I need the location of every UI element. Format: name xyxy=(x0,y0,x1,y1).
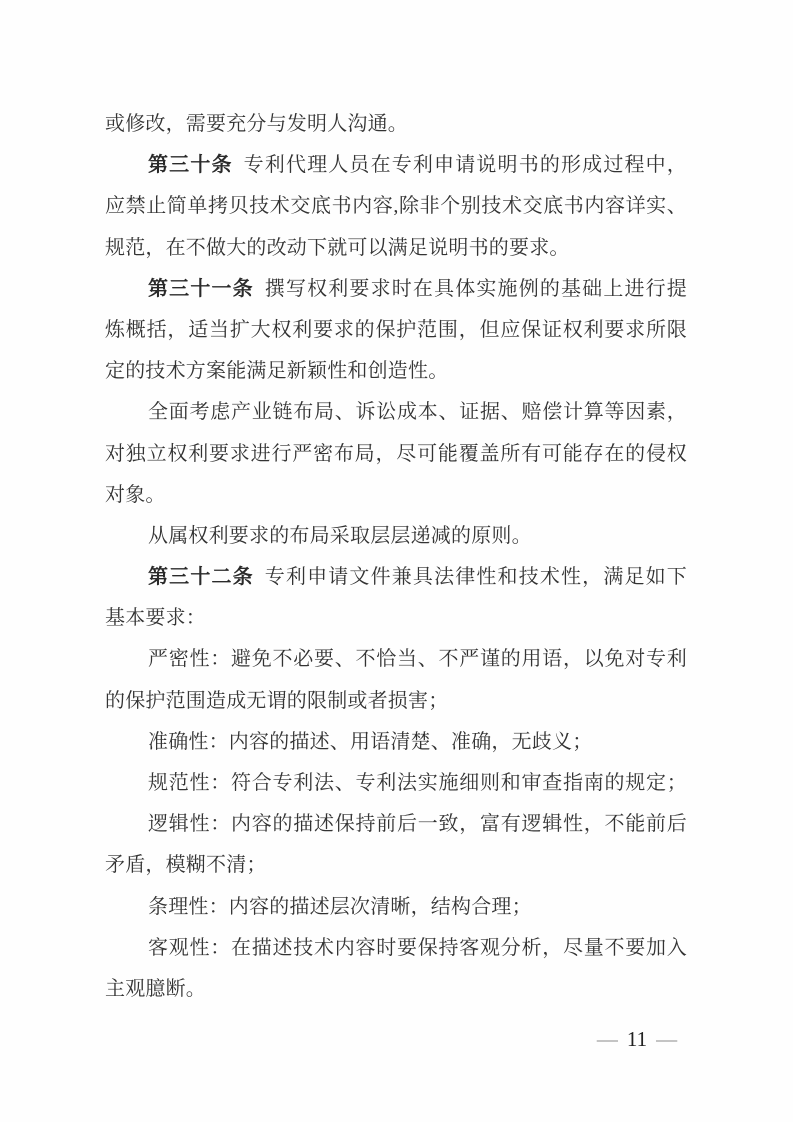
text-line xyxy=(105,516,687,557)
line-text: 专利代理人员在专利申请说明书的形成过程中， xyxy=(243,154,687,177)
text-line xyxy=(105,269,687,310)
line-text: 或修改，需要充分与发明人沟通。 xyxy=(105,113,408,135)
document-body xyxy=(105,104,687,1010)
text-line xyxy=(105,887,687,928)
text-line xyxy=(105,310,687,351)
text-line xyxy=(105,228,687,269)
text-line xyxy=(105,145,687,186)
page-number-dash-left: — xyxy=(596,1027,618,1051)
line-text: 专利申请文件兼具法律性和技术性，满足如下 xyxy=(264,566,688,589)
page-number xyxy=(592,1026,682,1052)
text-line xyxy=(105,804,687,845)
line-text: 应禁止简单拷贝技术交底书内容,除非个别技术交底书内容详实、 xyxy=(105,195,687,218)
line-text: 矛盾，模糊不清； xyxy=(105,854,267,877)
text-line xyxy=(105,969,687,1010)
text-line xyxy=(105,639,687,680)
text-line xyxy=(105,351,687,392)
line-text: 全面考虑产业链布局、诉讼成本、证据、赔偿计算等因素， xyxy=(148,401,687,424)
line-text: 的保护范围造成无谓的限制或者损害； xyxy=(105,689,449,712)
text-line xyxy=(105,557,687,598)
line-text: 从属权利要求的布局采取层层递减的原则。 xyxy=(148,524,532,547)
line-text: 条理性：内容的描述层次清晰，结构合理； xyxy=(148,895,532,918)
text-line xyxy=(105,722,687,763)
page-number-value: 11 xyxy=(626,1027,648,1051)
line-text: 对象。 xyxy=(105,483,166,506)
line-text: 严密性：避免不必要、不恰当、不严谨的用语，以免对专利 xyxy=(148,648,687,671)
text-line xyxy=(105,434,687,475)
line-text: 客观性：在描述技术内容时要保持客观分析，尽量不要加入 xyxy=(148,936,687,959)
text-line xyxy=(105,186,687,227)
line-text: 撰写权利要求时在具体实施例的基础上进行提 xyxy=(264,277,688,300)
line-text: 基本要求： xyxy=(105,607,206,630)
line-text: 规范，在不做大的改动下就可以满足说明书的要求。 xyxy=(105,236,570,259)
text-line xyxy=(105,475,687,516)
article-number: 第三十一条 xyxy=(148,277,254,300)
line-text: 准确性：内容的描述、用语清楚、准确，无歧义； xyxy=(148,730,593,753)
line-text: 主观臆断。 xyxy=(105,977,206,1000)
article-number: 第三十二条 xyxy=(148,566,254,589)
line-text: 炼概括，适当扩大权利要求的保护范围，但应保证权利要求所限 xyxy=(105,318,687,341)
line-text: 逻辑性：内容的描述保持前后一致，富有逻辑性，不能前后 xyxy=(148,813,687,836)
text-line xyxy=(105,598,687,639)
line-text: 规范性：符合专利法、专利法实施细则和审查指南的规定； xyxy=(148,772,687,794)
page-number-dash-right: — xyxy=(656,1027,678,1051)
text-line xyxy=(105,845,687,886)
text-line xyxy=(105,763,687,804)
line-text: 定的技术方案能满足新颖性和创造性。 xyxy=(105,360,449,383)
text-line xyxy=(105,928,687,969)
text-line xyxy=(105,681,687,722)
article-number: 第三十条 xyxy=(148,154,233,177)
line-text: 对独立权利要求进行严密布局，尽可能覆盖所有可能存在的侵权 xyxy=(105,442,687,465)
text-line xyxy=(105,104,687,145)
text-line xyxy=(105,392,687,433)
